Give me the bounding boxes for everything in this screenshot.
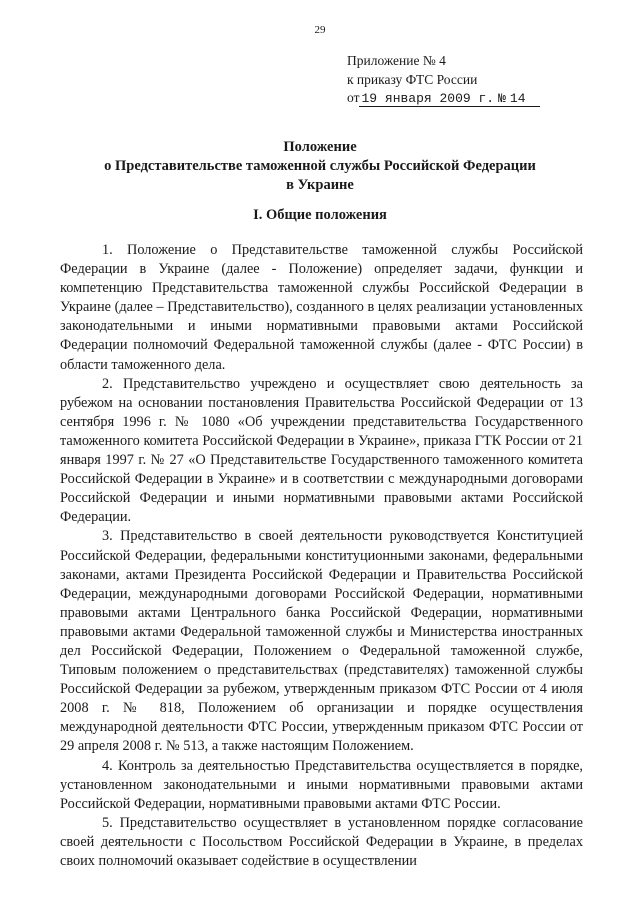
document-title-line-3: в Украине (286, 177, 354, 193)
paragraph-3: 3. Представительство в своей деятельности руководствуется Конституцией Российской Федерации, федеральными конституционными законами, федеральными законами, актами Президента Российской Федерации и Правительства Российской Федерации, международными договорами Российской Федерации, нормативными правовыми актами Центрального банка Российской Федерации, нормативными правовыми актами Федеральной таможенной службы и Министерства иностранных дел Российской Федерации, Положением о Федеральной таможенной службе, Типовым положением о представительствах (представителях) таможенной службы Российской Федерации за рубежом, утвержденным приказом ФТС России от 4 июля 2008 г. № 818, Положением об организации и порядке осуществления международной деятельности ФТС России, утвержденным приказом ФТС России от 29 апреля 2008 г. № 513, а также настоящим Положением. (60, 528, 583, 755)
appendix-order-reference: к приказу ФТС России (347, 71, 478, 87)
document-title-line-1: Положение (283, 139, 357, 155)
paragraph-1: 1. Положение о Представительстве таможенной службы Российской Федерации в Украине (далее - Положение) определяет задачи, функции и компетенцию Представительства таможенной службы Российской Федерации в Украине (далее – Представительство), созданного в целях реализации установленных законодательными и иными нормативными правовыми актами Российской Федерации полномочий Федеральной таможенной службы (далее - ФТС России) в области таможенного дела. (60, 242, 583, 373)
appendix-title: Приложение № 4 (347, 53, 446, 68)
paragraph-4: 4. Контроль за деятельностью Представительства осуществляется в порядке, установленном законодательными и иными нормативными правовыми актами Российской Федерации, нормативными правовыми актами ФТС России. (60, 757, 583, 812)
appendix-number: 14 (508, 91, 540, 107)
page-number: 29 (314, 24, 326, 36)
appendix-block (347, 52, 540, 109)
appendix-date: 19 января 2009 г. (361, 91, 495, 106)
paragraph-2: 2. Представительство учреждено и осуществляет свою деятельность за рубежом на основании постановления Правительства Российской Федерации от 13 сентября 1996 г. № 1080 «Об учреждении представительства Государственного таможенного комитета Российской Федерации в Украине», приказа ГТК России от 21 января 1997 г. № 27 «О Представительстве Государственного таможенного комитета Российской Федерации в Украине» и в соответствии с международными договорами Российской Федерации и иными нормативными правовыми актами Российской Федерации. (60, 375, 583, 526)
document-body (60, 241, 583, 871)
document-title (60, 138, 580, 195)
paragraph-5: 5. Представительство осуществляет в установленном порядке согласование своей деятельности с Посольством Российской Федерации в Украине, в пределах своих полномочий оказывает содействие в осуществлении (60, 814, 583, 869)
section-heading: I. Общие положения (253, 207, 387, 223)
appendix-number-prefix: № (498, 91, 506, 106)
appendix-date-line (347, 89, 540, 109)
appendix-date-prefix: от (347, 90, 360, 105)
document-title-line-2: о Представительстве таможенной службы Российской Федерации (104, 158, 536, 174)
